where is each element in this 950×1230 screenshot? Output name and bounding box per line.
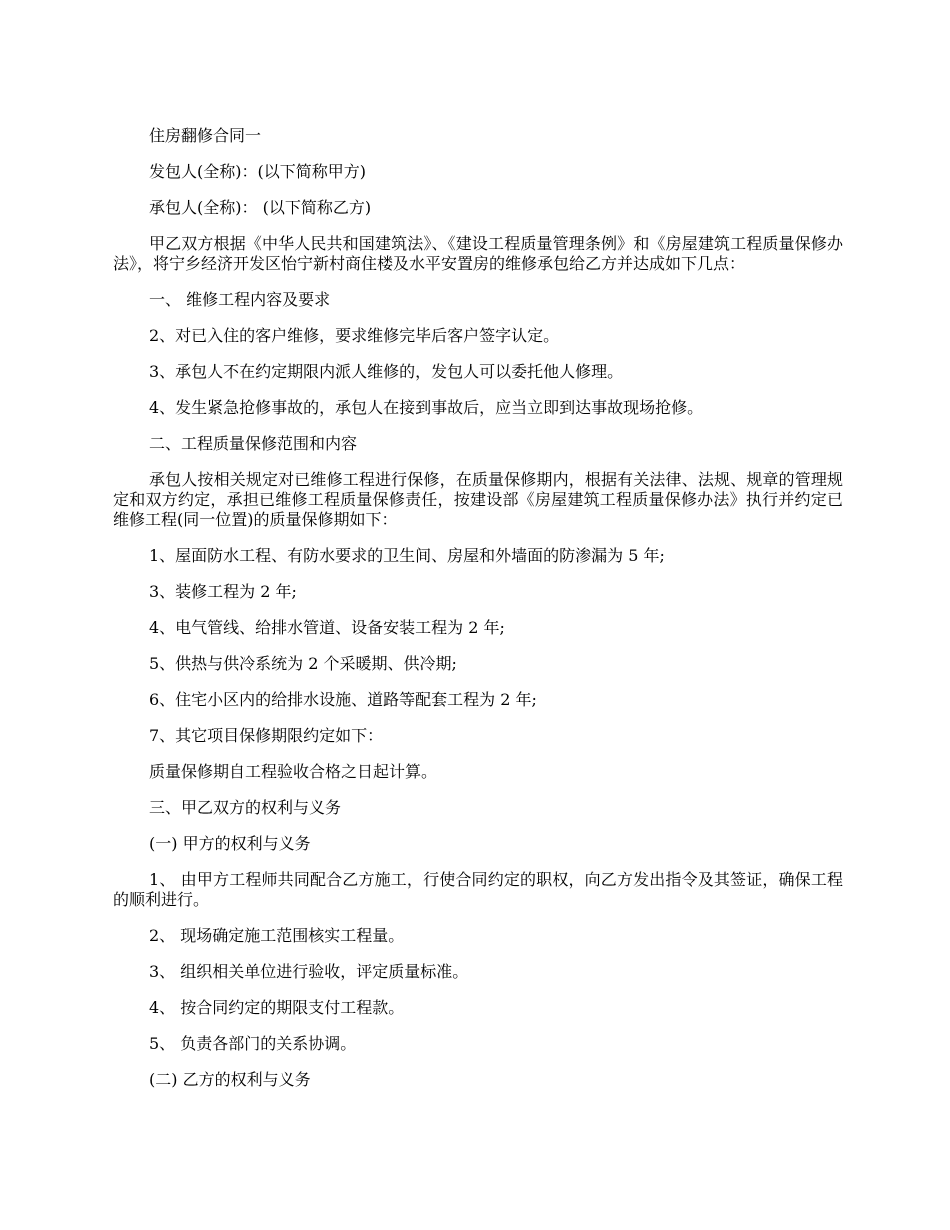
party-a-item: 4、 按合同约定的期限支付工程款。	[149, 998, 405, 1017]
warranty-item: 3、装修工程为 2 年;	[149, 582, 297, 601]
warranty-item: 1、屋面防水工程、有防水要求的卫生间、房屋和外墙面的防渗漏为 5 年;	[149, 546, 665, 565]
party-a-item: 3、 组织相关单位进行验收，评定质量标准。	[149, 962, 469, 981]
clause-item: 3、承包人不在约定期限内派人维修的，发包人可以委托他人修理。	[149, 362, 624, 381]
warranty-item: 4、电气管线、给排水管道、设备安装工程为 2 年;	[149, 618, 505, 637]
subsection-heading-party-a: (一) 甲方的权利与义务	[149, 834, 311, 853]
section-heading-3: 三、甲乙双方的权利与义务	[149, 798, 342, 817]
subsection-heading-party-b: (二) 乙方的权利与义务	[149, 1070, 311, 1089]
clause-item: 2、对已入住的客户维修，要求维修完毕后客户签字认定。	[149, 326, 560, 345]
section-heading-1: 一、 维修工程内容及要求	[149, 290, 331, 309]
preamble-paragraph: 甲乙双方根据《中华人民共和国建筑法》、《建设工程质量管理条例》和《房屋建筑工程质量保修办法》，将宁乡经济开发区怡宁新村商住楼及水平安置房的维修承包给乙方并达成如下几点：	[113, 234, 843, 273]
party-a-item: 5、 负责各部门的关系协调。	[149, 1034, 357, 1053]
party-a-item: 2、 现场确定施工范围核实工程量。	[149, 926, 405, 945]
contractor-line: 承包人(全称)： (以下简称乙方)	[149, 198, 372, 217]
warranty-paragraph: 承包人按相关规定对已维修工程进行保修，在质量保修期内，根据有关法律、法规、规章的管理规定和双方约定，承担已维修工程质量保修责任，按建设部《房屋建筑工程质量保修办法》执行并约定已维修工程(同一位置)的质量保修期如下：	[113, 470, 843, 529]
section-heading-2: 二、工程质量保修范围和内容	[149, 434, 358, 453]
warranty-item: 7、其它项目保修期限约定如下：	[149, 726, 384, 745]
clause-item: 4、发生紧急抢修事故的，承包人在接到事故后，应当立即到达事故现场抢修。	[149, 398, 704, 417]
document-body	[113, 126, 843, 1106]
warranty-note: 质量保修期自工程验收合格之日起计算。	[149, 762, 438, 781]
warranty-item: 6、住宅小区内的给排水设施、道路等配套工程为 2 年;	[149, 690, 537, 709]
warranty-item: 5、供热与供冷系统为 2 个采暖期、供冷期;	[149, 654, 457, 673]
employer-line: 发包人(全称)：(以下简称甲方)	[149, 162, 366, 181]
party-a-item: 1、 由甲方工程师共同配合乙方施工，行使合同约定的职权，向乙方发出指令及其签证，确保工程的顺利进行。	[113, 870, 843, 909]
document-title: 住房翻修合同一	[149, 126, 262, 145]
